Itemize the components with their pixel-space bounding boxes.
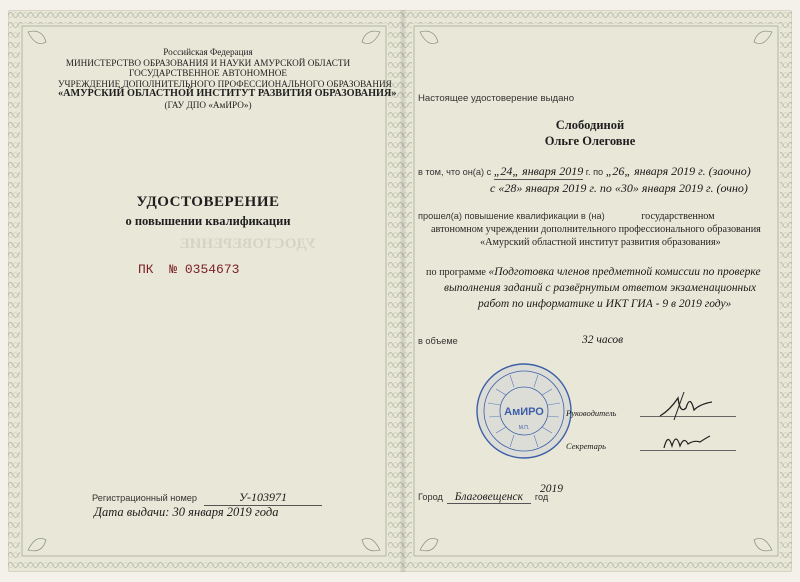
header-line-type: ГОСУДАРСТВЕННОЕ АВТОНОМНОЕ	[129, 68, 287, 78]
program-title-2: выполнения заданий с развёрнутым ответом экзаменационных	[444, 282, 757, 294]
show-through-watermark: УДОСТОВЕРЕНИЕ	[179, 236, 317, 252]
center-fold	[400, 10, 406, 572]
director-label: Руководитель	[566, 408, 617, 418]
period-mid: г. по	[585, 167, 604, 177]
training-line-1	[418, 211, 715, 222]
period-to-day: 26	[612, 164, 625, 178]
secretary-label: Секретарь	[566, 441, 606, 451]
seal-mp-text: М.П.	[518, 425, 530, 431]
header-line-institution-name: «АМУРСКИЙ ОБЛАСТНОЙ ИНСТИТУТ РАЗВИТИЯ ОБРАЗОВАНИЯ»	[58, 88, 397, 99]
training-value: государственном	[641, 211, 715, 222]
issue-date: Дата выдачи: 30 января 2019 года	[94, 505, 279, 519]
serial-prefix: ПК	[138, 262, 154, 277]
period-line-1: в том, что он(а) с „24„ января 2019 г. по „26„ января 2019 г. (заочно)	[418, 164, 751, 178]
year-value: 2019	[540, 483, 563, 495]
volume-value: 32 часов	[582, 334, 624, 346]
period-line-2: с «28» января 2019 г. по «30» января 2019 г. (очно)	[490, 181, 748, 195]
issued-to-label: Настоящее удостоверение выдано	[418, 93, 575, 104]
city-value: Благовещенск	[447, 491, 531, 504]
program-title-1: «Подготовка членов предметной комиссии по проверке	[488, 266, 761, 278]
recipient-surname: Слободиной	[555, 118, 625, 132]
header-line-abbr: (ГАУ ДПО «АмИРО»)	[164, 99, 252, 110]
city-year-row	[418, 487, 548, 505]
serial-value: 0354673	[184, 262, 240, 277]
serial-sign: №	[169, 262, 178, 277]
seal-center-text: АмИРО	[504, 406, 544, 418]
year-label: год	[534, 492, 549, 502]
city-label: Город	[418, 492, 443, 502]
period-to-rest: января 2019 г. (заочно)	[634, 164, 751, 178]
program-line-1	[426, 266, 761, 278]
period-from-rest: января 2019	[522, 164, 584, 178]
training-line-3: «Амурский областной институт развития образования»	[480, 237, 721, 248]
program-title-3: работ по информатике и ИКТ ГИА - 9 в 2019 году»	[478, 298, 732, 310]
header-line-country: Российская Федерация	[163, 47, 253, 57]
director-signature	[656, 390, 716, 424]
period-from-day: 24	[500, 164, 513, 178]
header-line-institution-type: УЧРЕЖДЕНИЕ ДОПОЛНИТЕЛЬНОГО ПРОФЕССИОНАЛЬНОГО ОБРАЗОВАНИЯ	[58, 78, 392, 89]
issuer-header	[58, 47, 397, 110]
training-prefix: прошел(а) повышение квалификации в (на)	[418, 211, 605, 221]
volume-label: в объеме	[418, 336, 458, 346]
registration-value: У-103971	[204, 490, 322, 506]
registration-label: Регистрационный номер	[92, 493, 197, 503]
serial-number	[138, 262, 239, 277]
period-prefix: в том, что он(а) с	[418, 167, 492, 177]
secretary-signature	[662, 426, 712, 454]
header-line-ministry: МИНИСТЕРСТВО ОБРАЗОВАНИЯ И НАУКИ АМУРСКОЙ ОБЛАСТИ	[65, 57, 351, 68]
document-title: УДОСТОВЕРЕНИЕ	[136, 194, 280, 210]
document-subtitle: о повышении квалификации	[125, 214, 291, 228]
institution-seal	[474, 361, 574, 461]
program-prefix: по программе	[426, 267, 486, 278]
recipient-given-names: Ольге Олеговне	[544, 134, 636, 148]
training-line-2: автономном учреждении дополнительного профессионального образования	[431, 224, 761, 235]
registration-row	[92, 488, 322, 506]
